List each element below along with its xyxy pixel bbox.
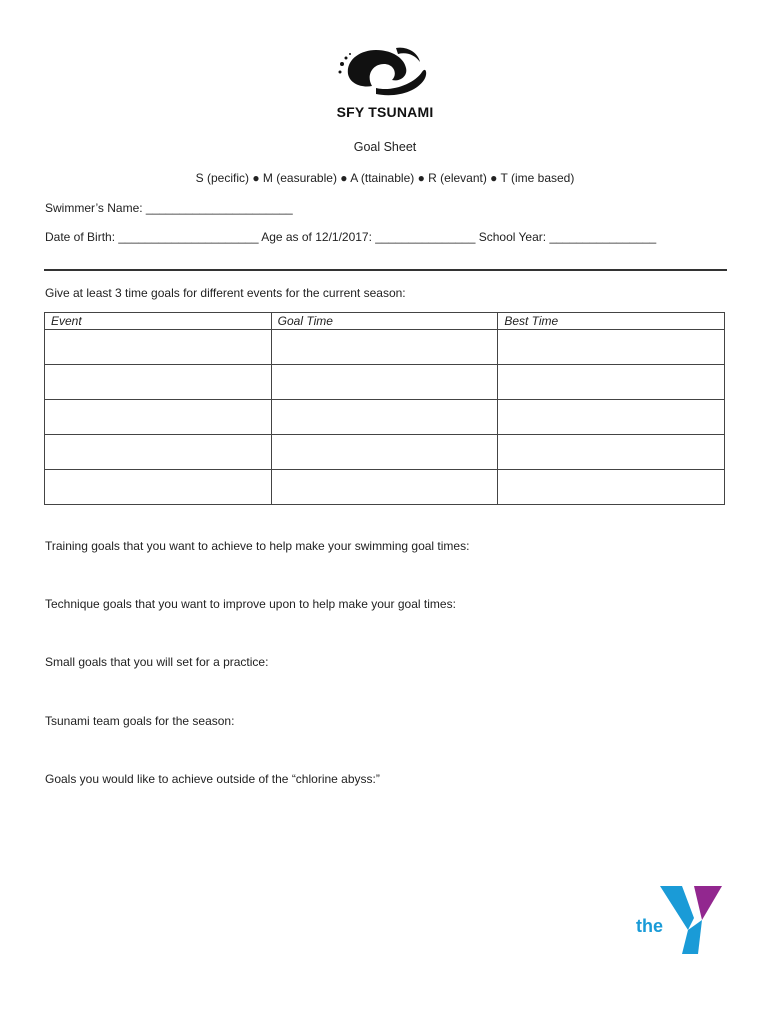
team-goals-prompt: Tsunami team goals for the season: bbox=[45, 714, 235, 728]
best-time-cell[interactable] bbox=[498, 435, 725, 470]
goal-time-cell[interactable] bbox=[271, 365, 498, 400]
header-best-time: Best Time bbox=[498, 313, 725, 330]
training-goals-prompt: Training goals that you want to achieve to help make your swimming goal times: bbox=[45, 539, 470, 553]
swimmer-name-line: Swimmer’s Name: ______________________ bbox=[45, 201, 293, 215]
time-goals-prompt: Give at least 3 time goals for different events for the current season: bbox=[45, 286, 406, 300]
the-text: the bbox=[636, 916, 663, 936]
outside-goals-prompt: Goals you would like to achieve outside of the “chlorine abyss:” bbox=[45, 772, 380, 786]
divider bbox=[44, 269, 727, 271]
event-cell[interactable] bbox=[45, 365, 272, 400]
event-cell[interactable] bbox=[45, 470, 272, 505]
table-row bbox=[45, 400, 725, 435]
best-time-cell[interactable] bbox=[498, 330, 725, 365]
best-time-cell[interactable] bbox=[498, 400, 725, 435]
table-row bbox=[45, 470, 725, 505]
dob-age-school-line: Date of Birth: _____________________ Age as of 12/1/2017: _______________ School Year: ________________ bbox=[45, 230, 657, 244]
table-header-row bbox=[45, 313, 725, 330]
wave-icon bbox=[336, 44, 434, 100]
y-left-arm bbox=[660, 886, 694, 930]
goal-time-cell[interactable] bbox=[271, 400, 498, 435]
technique-goals-prompt: Technique goals that you want to improve upon to help make your goal times: bbox=[45, 597, 456, 611]
y-right-arm bbox=[694, 886, 722, 920]
goal-time-cell[interactable] bbox=[271, 470, 498, 505]
header-goal-time: Goal Time bbox=[271, 313, 498, 330]
table-row bbox=[45, 330, 725, 365]
brand-name: SFY TSUNAMI bbox=[336, 104, 434, 120]
goal-time-cell[interactable] bbox=[271, 330, 498, 365]
event-cell[interactable] bbox=[45, 330, 272, 365]
smart-acronym: S (pecific) ● M (easurable) ● A (ttainable) ● R (elevant) ● T (ime based) bbox=[195, 171, 575, 185]
table-row bbox=[45, 365, 725, 400]
event-cell[interactable] bbox=[45, 400, 272, 435]
best-time-cell[interactable] bbox=[498, 365, 725, 400]
sfy-tsunami-logo bbox=[330, 44, 440, 124]
page-title: Goal Sheet bbox=[353, 140, 417, 154]
best-time-cell[interactable] bbox=[498, 470, 725, 505]
table-row bbox=[45, 435, 725, 470]
goals-table bbox=[44, 312, 725, 505]
ymca-logo bbox=[630, 880, 730, 960]
event-cell[interactable] bbox=[45, 435, 272, 470]
small-goals-prompt: Small goals that you will set for a practice: bbox=[45, 655, 269, 669]
goal-time-cell[interactable] bbox=[271, 435, 498, 470]
header-event: Event bbox=[45, 313, 272, 330]
